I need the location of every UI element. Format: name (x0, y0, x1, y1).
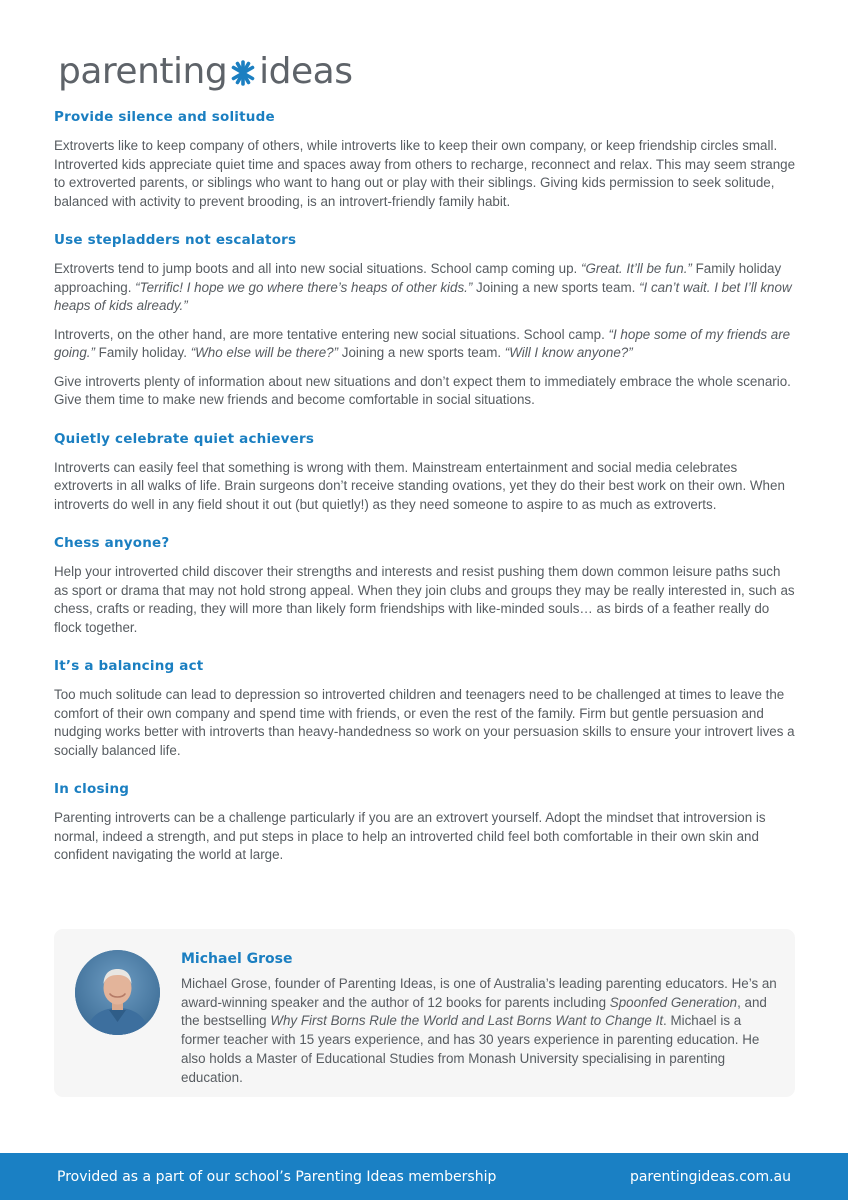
paragraph (54, 686, 798, 760)
membership-note: Provided as a part of our school’s Parenting Ideas membership (57, 1168, 497, 1185)
text-run: . Michael is a former teacher with 15 years experience, and has 30 years experience in parenting education. He also holds a Master of Educational Studies from Monash University specialising in parenting education. (181, 1013, 760, 1085)
paragraph (54, 373, 798, 410)
section-heading: Chess anyone? (54, 535, 170, 551)
text-run: Michael Grose, founder of Parenting Ideas, is one of Australia’s leading parenting educators. He’s an award-winning speaker and the author of 12 books for parents including (181, 976, 777, 1010)
section-heading: Provide silence and solitude (54, 109, 275, 125)
text-run: Family holiday. (94, 345, 191, 360)
section-provide-silence-and-solitude (54, 108, 798, 211)
text-run: Parenting introverts can be a challenge particularly if you are an extrovert yourself. Adopt the mindset that introversion is normal, indeed a strength, and put steps in place to help an introverted child feel both comfortable in their own skin and confident navigating the world at large. (54, 810, 766, 862)
text-run: Joining a new sports team. (472, 279, 640, 295)
footer-bar (0, 1153, 848, 1200)
website-link[interactable]: parentingideas.com.au (629, 1168, 791, 1185)
text-run: Give introverts plenty of information about new situations and don’t expect them to immediately embrace the whole scenario. Give them time to make new friends and become comfortable in social situations. (54, 373, 791, 407)
italic-quote: Why First Borns Rule the World and Last Borns Want to Change It (270, 1013, 664, 1029)
italic-quote: Spoonfed Generation (609, 994, 738, 1010)
section-use-stepladders-not-escalators (54, 231, 798, 410)
logo-word-left: parenting (58, 51, 228, 92)
article-body (54, 108, 798, 885)
section-heading: Use stepladders not escalators (54, 232, 297, 248)
italic-quote: “I can’t wait. I bet I’ll know heaps of kids already.” (54, 279, 792, 313)
italic-quote: “Will I know anyone?” (504, 345, 633, 360)
section-quietly-celebrate-quiet-achievers (54, 430, 798, 515)
paragraph (54, 260, 798, 316)
section-heading: It’s a balancing act (54, 658, 204, 674)
section-heading: In closing (54, 781, 130, 797)
text-run: Too much solitude can lead to depression so introverted children and teenagers need to be challenged at times to leave the comfort of their own company and spend time with friends, or even the rest of the family. Firm but gentle persuasion and nudging works better with introverts than heavy-handedness so work on your persuasion skills to ensure your introvert lives a socially balanced life. (54, 687, 795, 758)
paragraph (54, 809, 798, 865)
text-run: , and the bestselling (181, 994, 767, 1029)
text-run: Introverts can easily feel that something is wrong with them. Mainstream entertainment and social media celebrates extroverts in all walks of life. Brain surgeons don’t receive standing ovations, yet they do their best work on their own. When introverts do well in any field shout it out (but quietly!) as they need someone to aspire to as much as extroverts. (54, 459, 785, 512)
paragraph (54, 137, 798, 211)
text-run: Joining a new sports team. (338, 345, 505, 360)
logo-word-right: ideas (259, 51, 353, 92)
text-run: Help your introverted child discover their strengths and interests and resist pushing them down common leisure paths such as sport or drama that may not hold strong appeal. When they join clubs and groups they may be really interested in, such as chess, crafts or reading, they will more than likely form friendships with like-minded souls… as birds of a feather really do flock together. (54, 564, 795, 635)
text-run: Family holiday approaching. (54, 261, 782, 295)
author-card (54, 929, 795, 1097)
paragraph (54, 563, 798, 637)
italic-quote: “Who else will be there?” (190, 345, 339, 360)
paragraph (54, 326, 798, 363)
text-run: Extroverts tend to jump boots and all into new social situations. School camp coming up. (54, 261, 581, 276)
author-avatar (75, 950, 160, 1035)
italic-quote: “Terrific! I hope we go where there’s heaps of other kids.” (135, 279, 473, 295)
section-heading: Quietly celebrate quiet achievers (54, 430, 315, 447)
author-portrait-icon (75, 950, 160, 1035)
author-bio (181, 975, 781, 1087)
italic-quote: “I hope some of my friends are going.” (54, 326, 791, 360)
paragraph (54, 459, 798, 515)
section-in-closing (54, 780, 798, 865)
section-it-s-a-balancing-act (54, 657, 798, 760)
text-run: Extroverts like to keep company of others, while introverts like to keep their own company, or keep friendship circles small. Introverted kids appreciate quiet time and spaces away from others to recharge, reconnect and relax. This may seem strange to extroverted parents, or siblings who want to hang out or play with their siblings. Giving kids permission to seek solitude, balanced with activity to prevent brooding, is an introvert-friendly family habit. (54, 138, 796, 209)
author-name: Michael Grose (181, 951, 293, 967)
text-run: Introverts, on the other hand, are more tentative entering new social situations. School camp. (54, 326, 609, 342)
section-chess-anyone (54, 534, 798, 637)
parenting-ideas-logo (58, 50, 353, 94)
italic-quote: “Great. It’ll be fun.” (580, 261, 692, 276)
asterisk-star-icon (230, 60, 256, 86)
